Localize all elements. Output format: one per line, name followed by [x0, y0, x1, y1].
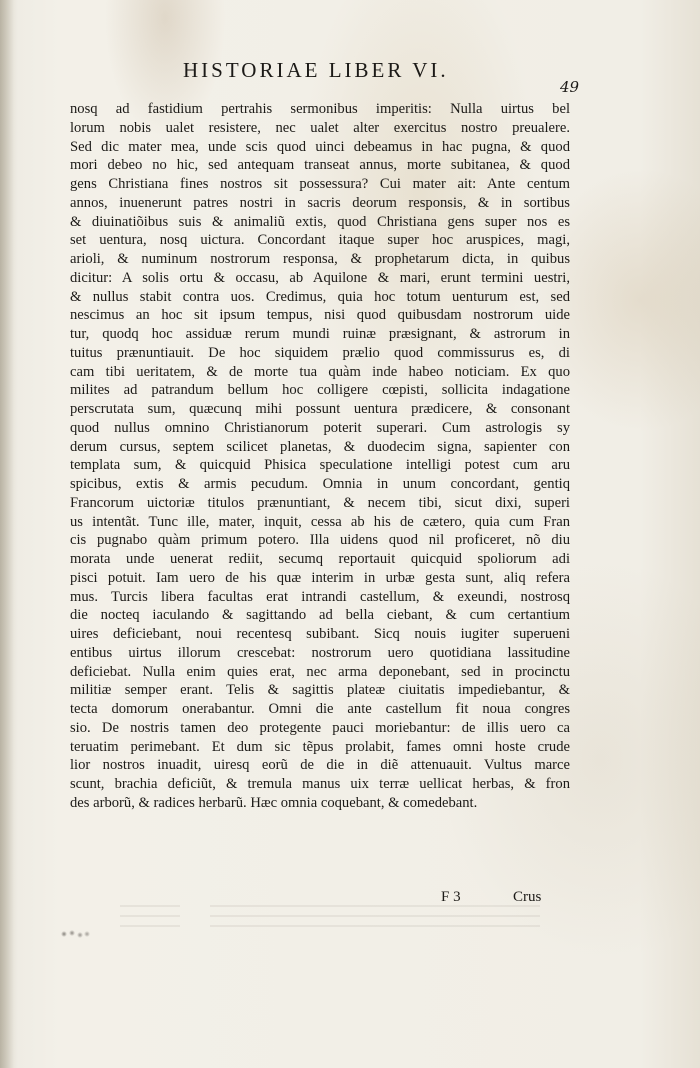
text-line: pisci potuit. Iam uero de his quæ interim in urbæ gesta sunt, aliq refera: [70, 569, 570, 586]
text-line: lorum nobis ualet resistere, nec ualet alter exercitus nostro preualere.: [70, 119, 570, 136]
bleed-through-text: [120, 905, 180, 935]
text-line: mus. Turcis libera facultas erat intrandi castellum, & exeundi, nostrosq: [70, 588, 570, 605]
text-line: die nocteq iaculando & sagittando ad bella ciebant, & cum certantium: [70, 607, 570, 624]
text-line: uires deficiebant, noui recentesq subibant. Sicq nouis iugiter superueni: [70, 626, 570, 642]
text-line: arioli, & numinum nostrorum responsa, & prophetarum dicta, in quibus: [70, 251, 570, 267]
text-line: tuitus prænuntiauit. De hoc siquidem prælio quod commissurus es, di: [70, 344, 570, 361]
text-line: & diuinatiõibus suis & animaliũ extis, quod Christiana gens super nos es: [70, 213, 570, 230]
text-line: lior nostros inuadit, uiresq eorũ de die in diẽ attenuauit. Vultus marce: [70, 757, 570, 774]
text-line: nescimus an hoc sit ipsum tempus, nisi quod quibusdam nostrorum uide: [70, 307, 570, 324]
text-line: des arborũ, & radices herbarũ. Hæc omnia coquebant, & comedebant.: [70, 794, 478, 811]
text-line: spicibus, extis & armis pecudum. Omnia in unum concordant, gentiq: [70, 476, 570, 492]
text-line: quod nullus omnino Christianorum poterit superari. Cum astrologis sy: [70, 419, 570, 436]
catchword: Crus: [513, 889, 542, 905]
text-line: Francorum uictoriæ titulos prænuntiant, & necem tibi, sicut dixi, superi: [70, 494, 570, 511]
running-title: HISTORIAE LIBER VI.: [183, 58, 449, 82]
text-line: annos, inuenerunt patres nostri in sacris deorum responsis, & in sortibus: [70, 194, 570, 211]
text-line: Sed dic mater mea, unde scis quod uinci debeamus in hac pugna, & quod: [70, 138, 570, 155]
gutter-shadow: [0, 0, 14, 1068]
text-line: set uentura, nosq uictura. Concordant itaque super hoc aruspices, magi,: [70, 232, 570, 249]
text-line: deficiebat. Nulla enim quies erat, nec arma deponebant, sed in procinctu: [70, 663, 570, 680]
folio-number: 49: [560, 78, 580, 96]
text-line: & nullus stabit contra uos. Credimus, quia hoc totum uenturum est, sed: [70, 288, 570, 305]
text-line: derum cursus, septem scilicet planetas, & duodecim signa, sapienter con: [70, 438, 570, 455]
text-line: militiæ semper erant. Telis & sagittis plateæ ciuitatis impediebantur, &: [70, 682, 570, 699]
text-line: sio. De nostris tamen deo protegente pauci moriebantur: de illis uero ca: [70, 719, 570, 736]
text-line: mori debeo no hic, sed antequam transeat annus, morte subitanea, & quod: [70, 157, 570, 174]
signature-mark: F 3: [441, 889, 461, 905]
text-line: tecta domorum onerabantur. Omni die ante castellum fit noua congres: [70, 701, 570, 717]
text-line: perscrutata sum, quæcunq mihi possunt uentura prædicere, & consonant: [70, 401, 570, 417]
text-line: templata sum, & quicquid Phisica speculatione intelligi potest cum aru: [70, 457, 570, 474]
text-line: cam tibi ueritatem, & de morte tua quàm inde habeo noticiam. Ex quo: [70, 363, 570, 380]
text-line: nosq ad fastidium pertrahis sermonibus imperitis: Nulla uirtus bel: [70, 101, 570, 117]
text-line: tur, quodq hoc assiduæ rerum mundi ruinæ præsignant, & astrorum in: [70, 326, 570, 342]
text-line: dicitur: A solis ortu & occasu, ab Aquilone & mari, erunt termini uestri,: [70, 269, 570, 286]
text-line: cis pugnabo quàm primum potero. Illa uidens quod nil proficeret, nõ diu: [70, 532, 570, 549]
text-line: morata unde uenerat rediit, secumq reportauit quicquid spoliorum adi: [70, 551, 570, 567]
text-line: entibus uirtus illorum crescebat: nostrorum uero quotidiana lassitudine: [70, 644, 570, 661]
body-text: [70, 100, 570, 813]
bleed-through-text: [210, 905, 540, 935]
text-line: scunt, brachia deficiũt, & tremula manus uix terræ uellicat herbas, & fron: [70, 776, 570, 792]
text-line: gens Christiana fines nostros sit possessura? Cui mater ait: Ante centum: [70, 176, 570, 192]
text-line: teruatim perimebant. Et dum sic tẽpus prolabit, fames omni hoste crude: [70, 738, 570, 755]
ink-smudge: [60, 928, 92, 940]
text-line: us intentãt. Tunc ille, mater, inquit, cessa ab his de cætero, quia cum Fran: [70, 513, 570, 530]
text-line: milites ad patrandum bellum hoc colligere cœpisti, sollicita indagatione: [70, 382, 570, 399]
